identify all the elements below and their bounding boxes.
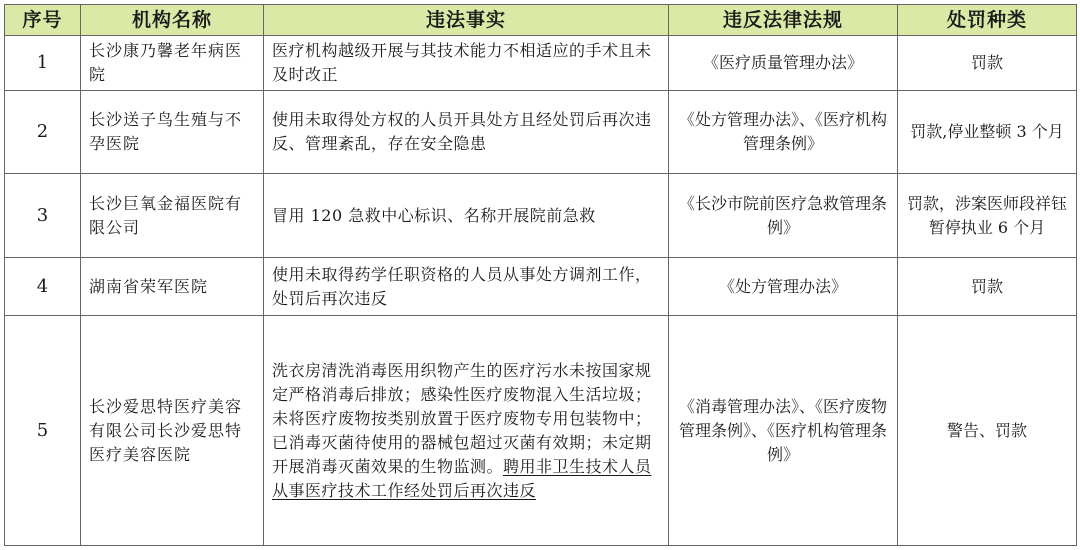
institution-name: 长沙送子鸟生殖与不孕医院 [81,91,264,174]
violated-law: 《处方管理办法》、《医疗机构管理条例》 [669,91,898,174]
table-row [5,258,1077,316]
violation-fact [264,36,669,91]
penalty-type: 罚款,停业整顿 3 个月 [898,91,1077,174]
fact-text: 冒用 120 急救中心标识、名称开展院前急救 [272,205,596,225]
penalty-type: 罚款 [898,36,1077,91]
fact-text: 使用未取得处方权的人员开具处方且经处罚后再次违反、管理紊乱，存在安全隐患 [272,110,652,153]
row-no: 2 [5,91,81,174]
fact-text: 使用未取得药学任职资格的人员从事处方调剂工作， 处罚后再次违反 [272,264,652,308]
penalty-type: 罚款，涉案医师段祥钰暂停执业 6 个月 [898,174,1077,258]
header-fact: 违法事实 [264,5,669,36]
penalty-type: 警告、罚款 [898,316,1077,546]
violated-law: 《消毒管理办法》、《医疗废物管理条例》、《医疗机构管理条例》 [669,316,898,546]
penalty-table [4,4,1077,546]
row-no: 5 [5,316,81,546]
violation-fact [264,174,669,258]
violated-law: 《处方管理办法》 [669,258,898,316]
fact-text: 洗衣房清洗消毒医用织物产生的医疗污水未按国家规定严格消毒后排放；感染性医疗废物混入生活垃圾；未将医疗废物按类别放置于医疗废物专用包装物中； 已消毒灭菌待使用的器械包超过灭菌有效期；未定期开展消毒灭菌效果的生物监测。 [272,360,652,476]
violation-fact [264,258,669,316]
header-row [5,5,1077,36]
fact-text: 医疗机构越级开展与其技术能力不相适应的手术且未及时改正 [272,41,652,84]
institution-name: 长沙巨氧金福医院有限公司 [81,174,264,258]
row-no: 4 [5,258,81,316]
violation-fact [264,91,669,174]
violation-fact [264,316,669,546]
violated-law: 《长沙市院前医疗急救管理条例》 [669,174,898,258]
header-name: 机构名称 [81,5,264,36]
header-law: 违反法律法规 [669,5,898,36]
violated-law: 《医疗质量管理办法》 [669,36,898,91]
row-no: 3 [5,174,81,258]
header-penalty: 处罚种类 [898,5,1077,36]
row-no: 1 [5,36,81,91]
institution-name: 湖南省荣军医院 [81,258,264,316]
header-no: 序号 [5,5,81,36]
penalty-type: 罚款 [898,258,1077,316]
table-row [5,91,1077,174]
institution-name: 长沙康乃馨老年病医院 [81,36,264,91]
table-row [5,36,1077,91]
fact-text-underlined: 聘用非卫生技术人员从事医疗技术工作经处罚后再次违反 [272,456,652,500]
table-row [5,174,1077,258]
table-row [5,316,1077,546]
institution-name: 长沙爱思特医疗美容有限公司长沙爱思特医疗美容医院 [81,316,264,546]
